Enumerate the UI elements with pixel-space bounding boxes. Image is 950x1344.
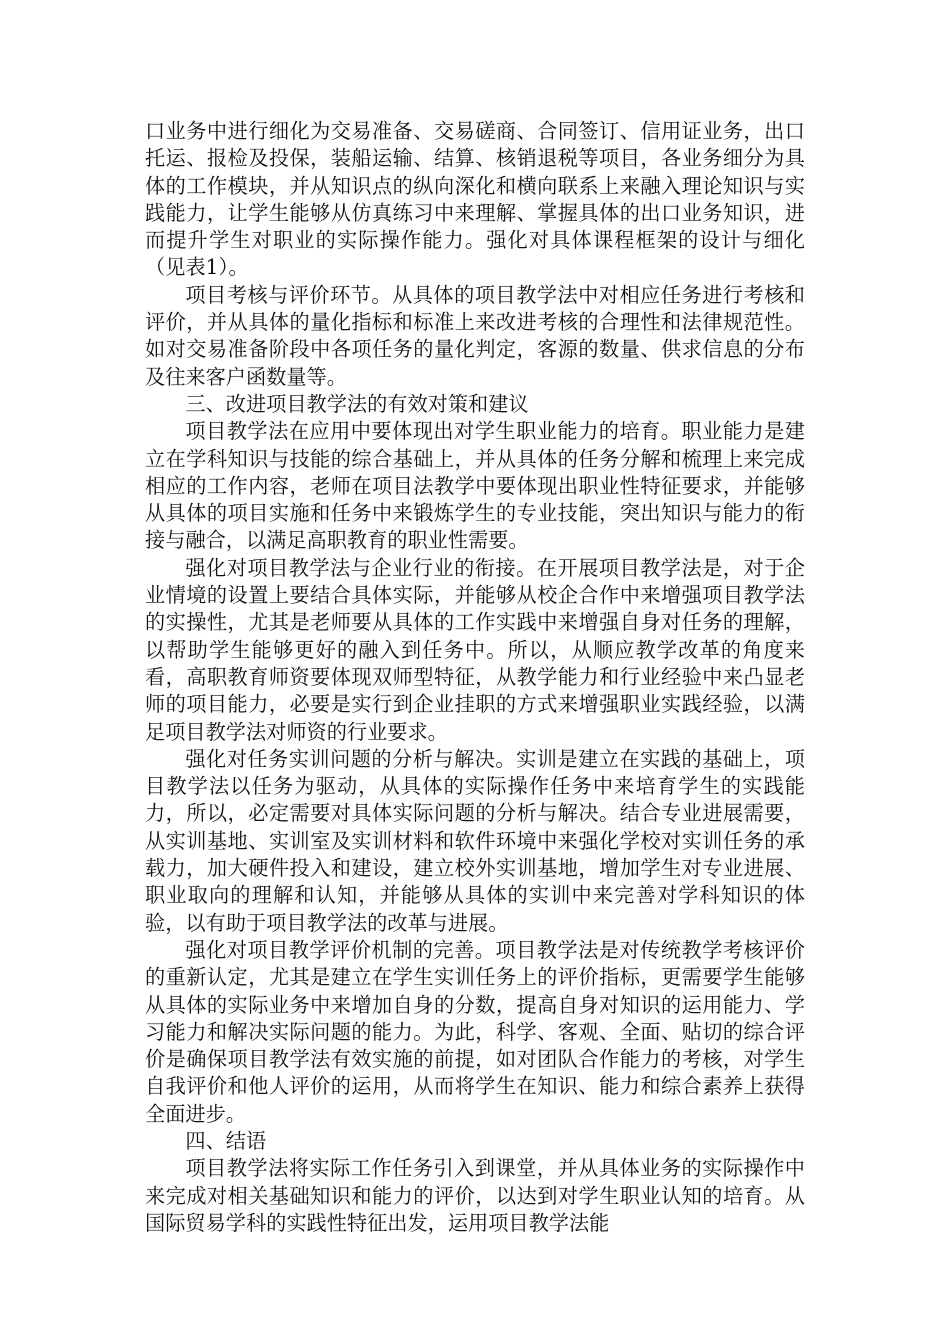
section-heading-3: 三、改进项目教学法的有效对策和建议 [185,391,529,416]
document-body [145,118,805,1237]
paragraph-industry-connection: 强化对项目教学法与企业行业的衔接。在开展项目教学法是，对于企业情境的设置上要结合具体实际，并能够从校企合作中来增强项目教学法的实操性，尤其是老师要从具体的工作实践中来增强自身对任务的理解，以帮助学生能够更好的融入到任务中。所以，从顺应教学改革的角度来看，高职教育师资要体现双师型特征，从教学能力和行业经验中来凸显老师的项目能力，必要是实行到企业挂职的方式来增强职业实践经验，以满足项目教学法对师资的行业要求。 [145,555,805,744]
paragraph-continued: 口业务中进行细化为交易准备、交易磋商、合同签订、信用证业务，出口托运、报检及投保，装船运输、结算、核销退税等项目，各业务细分为具体的工作模块，并从知识点的纵向深化和横向联系上来融入理论知识与实践能力，让学生能够从仿真练习中来理解、掌握具体的出口业务知识，进而提升学生对职业的实际操作能力。强化对具体课程框架的设计与细化（见表1）。 [145,119,805,280]
paragraph-evaluation-mechanism: 强化对项目教学评价机制的完善。项目教学法是对传统教学考核评价的重新认定，尤其是建立在学生实训任务上的评价指标，更需要学生能够从具体的实际业务中来增加自身的分数，提高自身对知识的运用能力、学习能力和解决实际问题的能力。为此，科学、客观、全面、贴切的综合评价是确保项目教学法有效实施的前提，如对团队合作能力的考核，对学生自我评价和他人评价的运用，从而将学生在知识、能力和综合素养上获得全面进步。 [145,937,805,1126]
paragraph-conclusion: 项目教学法将实际工作任务引入到课堂，并从具体业务的实际操作中来完成对相关基础知识和能力的评价，以达到对学生职业认知的培育。从国际贸易学科的实践性特征出发，运用项目教学法能 [145,1156,805,1235]
paragraph-project-assessment: 项目考核与评价环节。从具体的项目教学法中对相应任务进行考核和评价，并从具体的量化指标和标准上来改进考核的合理性和法律规范性。如对交易准备阶段中各项任务的量化判定，客源的数量、供求信息的分布及往来客户函数量等。 [145,282,805,389]
paragraph-vocational-ability: 项目教学法在应用中要体现出对学生职业能力的培育。职业能力是建立在学科知识与技能的综合基础上，并从具体的任务分解和梳理上来完成相应的工作内容，老师在项目法教学中要体现出职业性特征要求，并能够从具体的项目实施和任务中来锻炼学生的专业技能，突出知识与能力的衔接与融合，以满足高职教育的职业性需要。 [145,419,805,553]
paragraph-training-problems: 强化对任务实训问题的分析与解决。实训是建立在实践的基础上，项目教学法以任务为驱动，从具体的实际操作任务中来培育学生的实践能力，所以，必定需要对具体实际问题的分析与解决。结合专业进展需要，从实训基地、实训室及实训材料和软件环境中来强化学校对实训任务的承载力，加大硬件投入和建设，建立校外实训基地，增加学生对专业进展、职业取向的理解和认知，并能够从具体的实训中来完善对学科知识的体验，以有助于项目教学法的改革与进展。 [145,746,805,935]
section-heading-4: 四、结语 [185,1128,267,1153]
